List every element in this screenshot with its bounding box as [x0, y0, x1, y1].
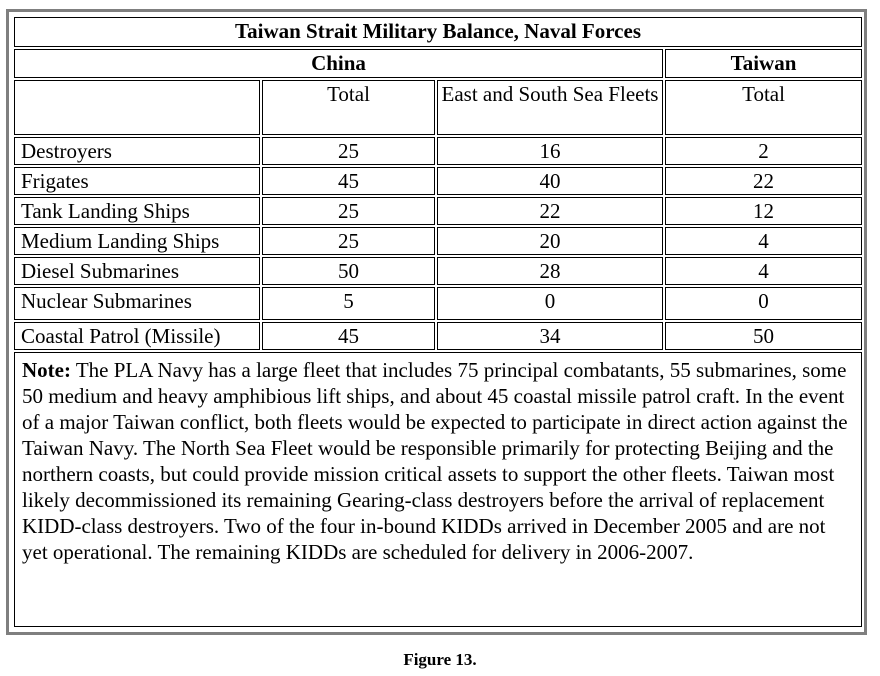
row-label: Diesel Submarines — [14, 257, 260, 285]
table-row — [14, 227, 862, 255]
note-cell — [14, 352, 862, 627]
note-text: The PLA Navy has a large fleet that includes 75 principal combatants, 55 submarines, some 50 medium and heavy amphibious lift ships, and about 45 coastal missile patrol craft. In the event of a major Taiwan conflict, both fleets would be expected to participate in direct action against the Taiwan Navy. The North Sea Fleet would be responsible primarily for protecting Beijing and the northern coasts, but could provide mission critical assets to support the other fleets. Taiwan most likely decommissioned its remaining Gearing-class destroyers before the arrival of replacement KIDD-class destroyers. Two of the four in-bound KIDDs arrived in December 2005 and are not yet operational. The remaining KIDDs are scheduled for delivery in 2006-2007. — [22, 358, 848, 564]
table-row — [14, 167, 862, 195]
naval-forces-table — [12, 15, 864, 629]
east-south-cell: 0 — [437, 287, 663, 320]
empty-header-cell — [14, 80, 260, 135]
east-south-cell: 28 — [437, 257, 663, 285]
naval-forces-table-frame — [6, 9, 867, 635]
taiwan-total-cell: 2 — [665, 137, 862, 165]
table-row — [14, 197, 862, 225]
east-south-cell: 40 — [437, 167, 663, 195]
china-total-cell: 45 — [262, 322, 435, 350]
china-total-cell: 25 — [262, 137, 435, 165]
east-south-cell: 22 — [437, 197, 663, 225]
china-total-cell: 5 — [262, 287, 435, 320]
table-row — [14, 257, 862, 285]
table-row — [14, 322, 862, 350]
east-south-cell: 16 — [437, 137, 663, 165]
taiwan-total-cell: 4 — [665, 227, 862, 255]
china-group-header: China — [14, 49, 663, 78]
table-row — [14, 137, 862, 165]
taiwan-total-cell: 22 — [665, 167, 862, 195]
taiwan-total-cell: 50 — [665, 322, 862, 350]
row-label: Tank Landing Ships — [14, 197, 260, 225]
row-label: Medium Landing Ships — [14, 227, 260, 255]
row-label: Frigates — [14, 167, 260, 195]
table-row — [14, 287, 862, 320]
china-total-header: Total — [262, 80, 435, 135]
taiwan-total-cell: 4 — [665, 257, 862, 285]
row-label: Coastal Patrol (Missile) — [14, 322, 260, 350]
china-total-cell: 25 — [262, 197, 435, 225]
table-title: Taiwan Strait Military Balance, Naval Forces — [14, 17, 862, 47]
east-south-cell: 20 — [437, 227, 663, 255]
east-south-fleets-header: East and South Sea Fleets — [437, 80, 663, 135]
china-total-cell: 45 — [262, 167, 435, 195]
taiwan-group-header: Taiwan — [665, 49, 862, 78]
taiwan-total-cell: 12 — [665, 197, 862, 225]
east-south-cell: 34 — [437, 322, 663, 350]
row-label: Destroyers — [14, 137, 260, 165]
taiwan-total-cell: 0 — [665, 287, 862, 320]
figure-caption: Figure 13. — [403, 650, 477, 669]
note-label: Note: — [22, 358, 71, 382]
china-total-cell: 50 — [262, 257, 435, 285]
row-label: Nuclear Submarines — [14, 287, 260, 320]
china-total-cell: 25 — [262, 227, 435, 255]
taiwan-total-header: Total — [665, 80, 862, 135]
